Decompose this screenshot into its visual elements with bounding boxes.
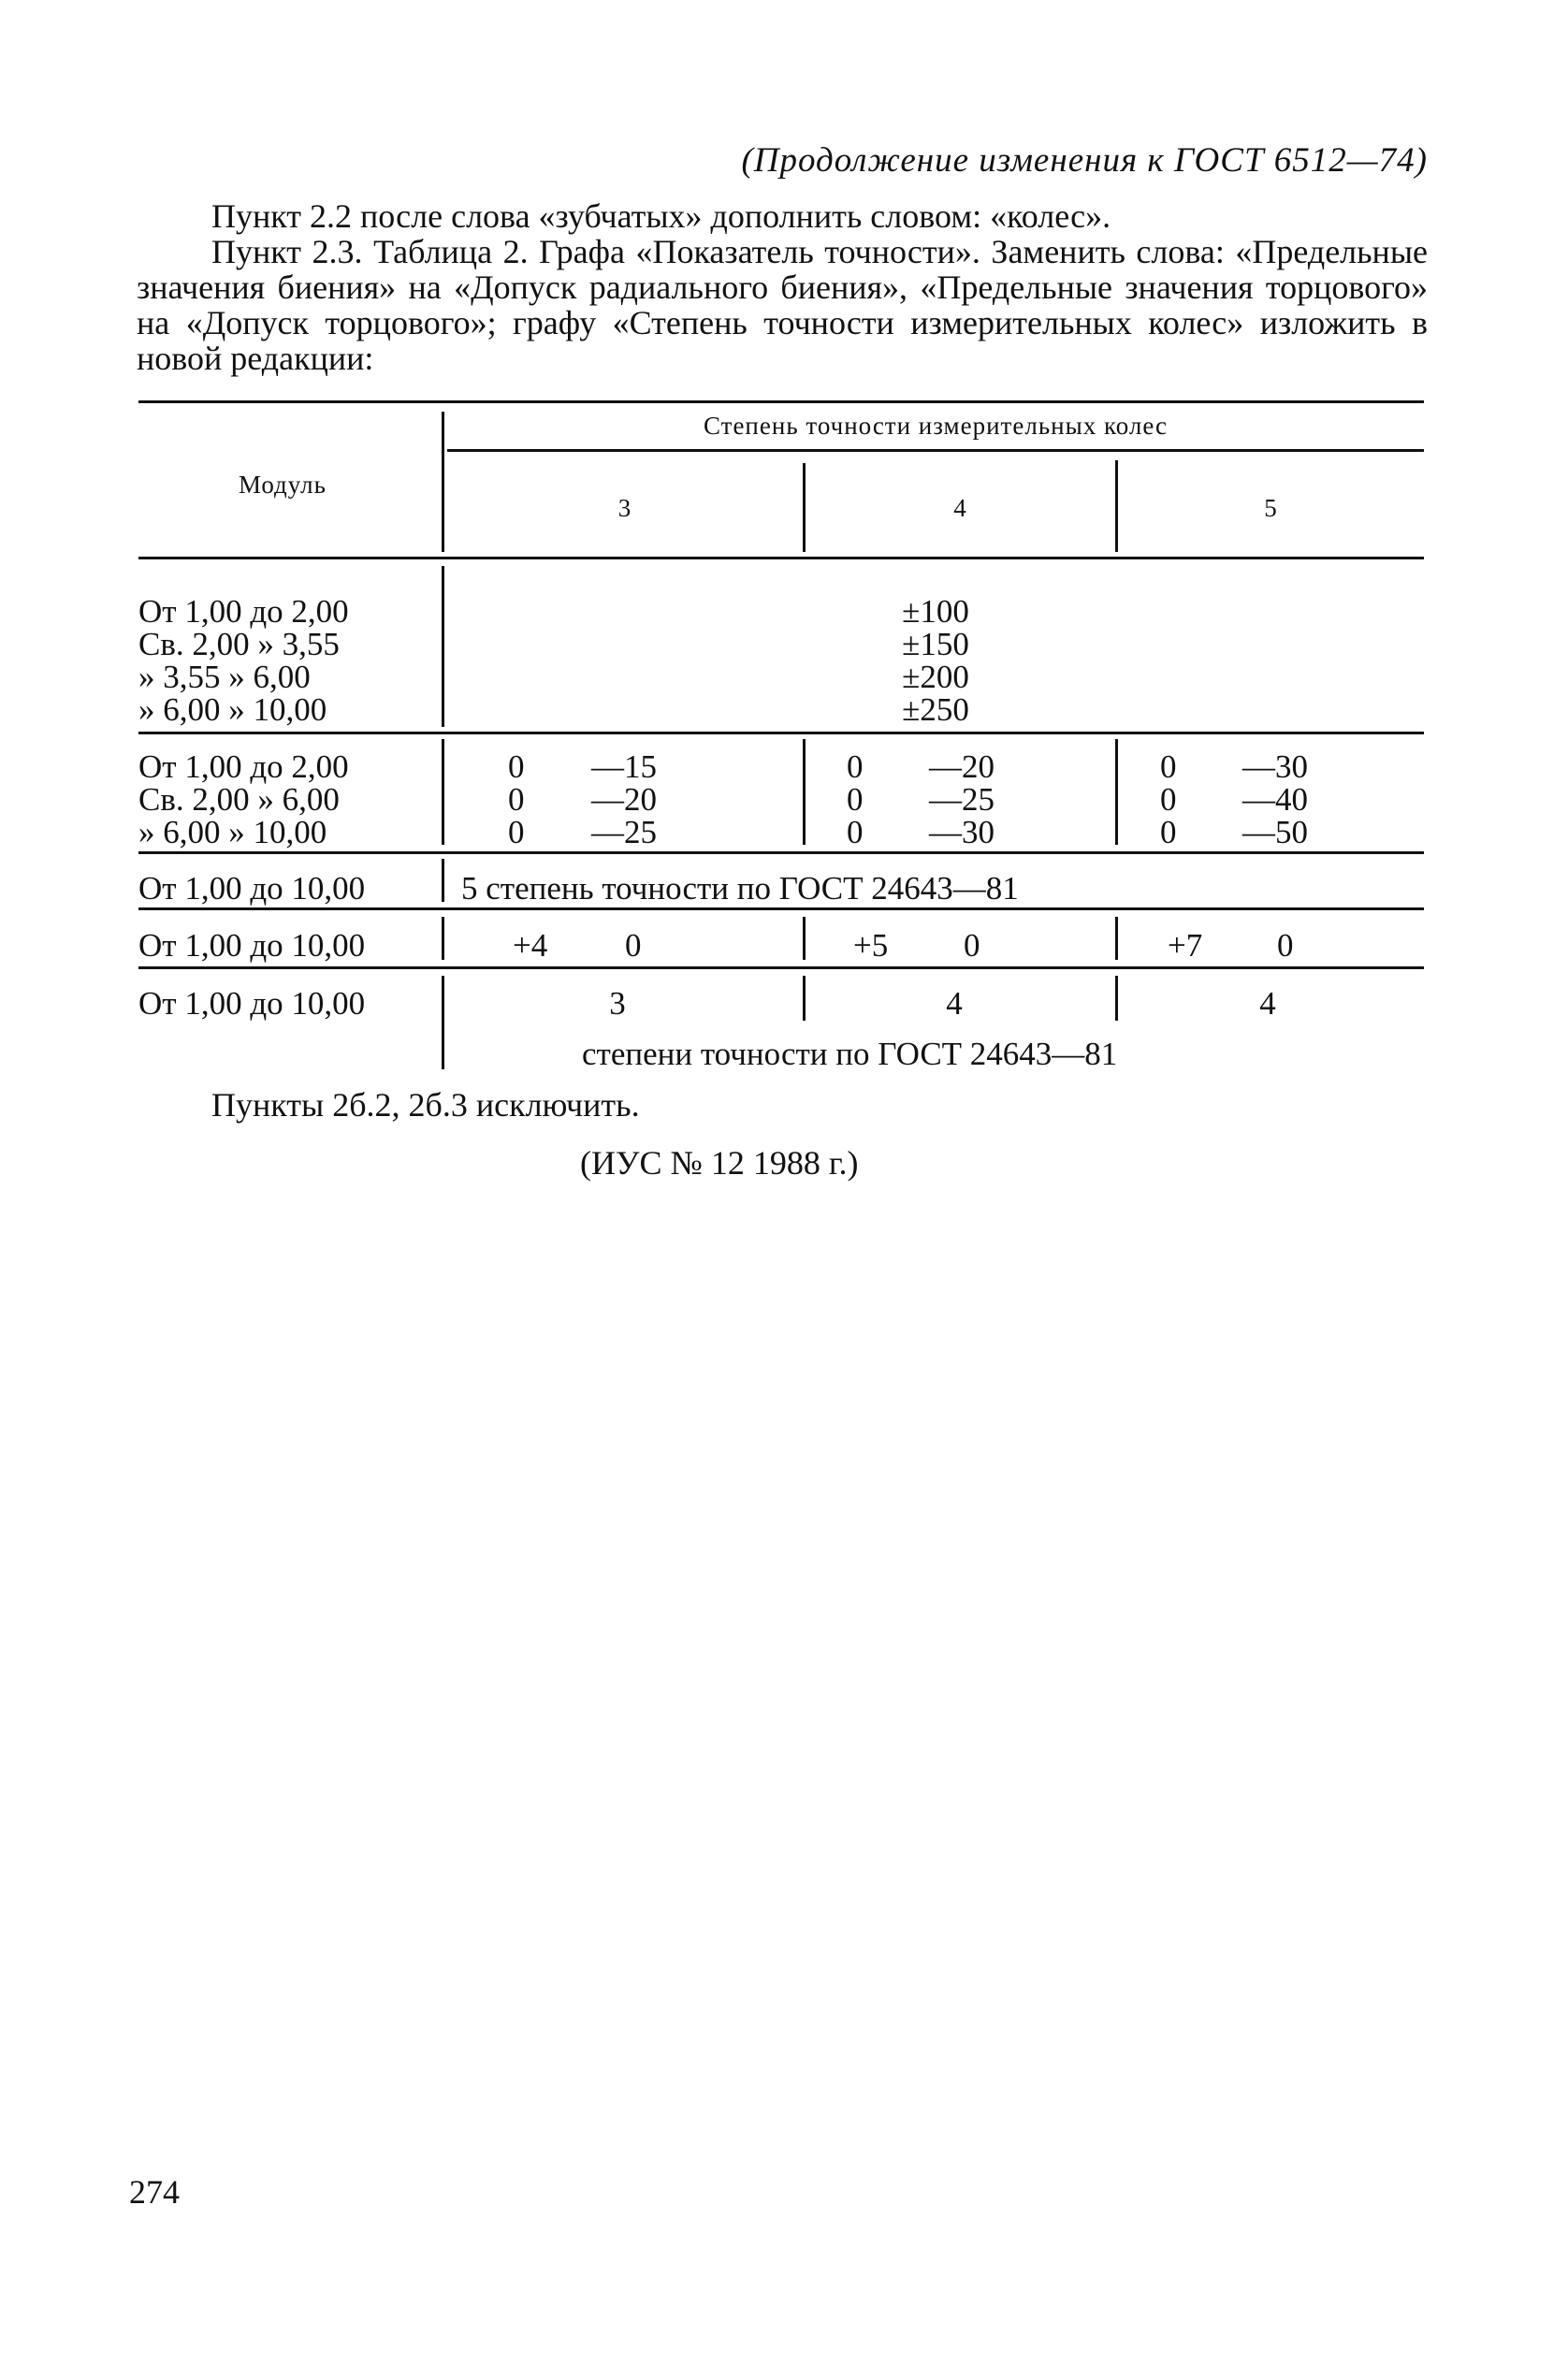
continuation-header: (Продолжение изменения к ГОСТ 6512—74) — [741, 141, 1428, 180]
g1-module-row: » 3,55 » 6,00 — [138, 659, 311, 695]
g1-value: ±100 — [902, 593, 969, 630]
g2-deg5-upper: 0 — [1160, 781, 1177, 818]
g4-module: От 1,00 до 10,00 — [138, 927, 366, 964]
degree-group-header: Степень точности измерительных колес — [704, 412, 1168, 440]
g2-deg4-upper: 0 — [847, 748, 864, 785]
header-group-rule — [447, 449, 1424, 452]
module-col-rule-g2 — [442, 739, 444, 845]
g1-module-row: Св. 2,00 » 3,55 — [138, 626, 340, 662]
deg4-col-rule-g4 — [1115, 917, 1118, 960]
g1-value: ±150 — [902, 626, 969, 662]
module-col-rule-header — [442, 412, 444, 552]
g5-note: степени точности по ГОСТ 24643—81 — [582, 1036, 1118, 1072]
closing-text: Пункты 2б.2, 2б.3 исключить. — [211, 1086, 640, 1124]
deg3-col-rule-g5 — [803, 976, 806, 1021]
page-number: 274 — [129, 2173, 180, 2211]
g4-deg4-upper: +5 — [853, 927, 889, 964]
module-col-rule-g4 — [442, 917, 444, 960]
g2-deg5-upper: 0 — [1160, 814, 1177, 850]
source-reference: (ИУС № 12 1988 г.) — [580, 1144, 859, 1182]
g2-deg5-lower: —30 — [1242, 748, 1308, 785]
paragraph-2-3-text: Пункт 2.3. Таблица 2. Графа «Показатель точности». Заменить слова: «Предельные значения биения» на «Допуск радиального биения», «Предельные значения торцового» на «Допуск торцового»; графу «Степень точности измерительных колес» изложить в новой редакции: — [137, 233, 1428, 377]
g2-deg5-lower: —40 — [1242, 781, 1308, 818]
deg4-col-rule-g2 — [1115, 739, 1118, 845]
g2-deg5-upper: 0 — [1160, 748, 1177, 785]
degree-5-header: 5 — [1264, 494, 1278, 522]
g1-module-row: От 1,00 до 2,00 — [138, 593, 349, 630]
module-column-header: Модуль — [239, 471, 327, 499]
paragraph-2-2 — [137, 198, 1428, 234]
deg3-col-rule-g4 — [803, 917, 806, 960]
g5-deg4-value: 4 — [946, 985, 963, 1022]
g2-deg3-upper: 0 — [508, 814, 525, 850]
g1-module-row: » 6,00 » 10,00 — [138, 691, 327, 728]
g2-module-row: Св. 2,00 » 6,00 — [138, 781, 340, 818]
group2-bottom-rule — [138, 851, 1424, 854]
g2-deg4-upper: 0 — [847, 781, 864, 818]
paragraph-2-3 — [137, 234, 1428, 376]
group1-bottom-rule — [138, 732, 1424, 734]
g5-deg3-value: 3 — [609, 985, 626, 1022]
g4-deg5-lower: 0 — [1277, 927, 1294, 964]
g1-value: ±250 — [902, 691, 969, 728]
g4-deg5-upper: +7 — [1168, 927, 1203, 964]
deg3-col-rule-g2 — [803, 739, 806, 845]
paragraph-2-2-text: Пункт 2.2 после слова «зубчатых» дополнить словом: «колес». — [211, 197, 1111, 235]
module-col-rule-g3 — [442, 859, 444, 902]
degree-4-header: 4 — [953, 494, 967, 522]
g3-value: 5 степень точности по ГОСТ 24643—81 — [461, 870, 1019, 907]
closing-paragraph — [137, 1087, 1428, 1123]
g4-deg4-lower: 0 — [964, 927, 980, 964]
g2-deg4-lower: —25 — [929, 781, 995, 818]
table-top-rule — [138, 400, 1424, 403]
g2-deg4-upper: 0 — [847, 814, 864, 850]
g2-deg3-lower: —20 — [591, 781, 657, 818]
module-col-rule-g1 — [442, 566, 444, 727]
g2-deg3-upper: 0 — [508, 781, 525, 818]
g3-module: От 1,00 до 10,00 — [138, 870, 366, 907]
g2-deg3-lower: —25 — [591, 814, 657, 850]
degree-3-header: 3 — [617, 494, 632, 522]
group4-bottom-rule — [138, 966, 1424, 969]
g4-deg3-upper: +4 — [513, 927, 548, 964]
g2-deg3-lower: —15 — [591, 748, 657, 785]
g4-deg3-lower: 0 — [625, 927, 642, 964]
deg4-col-rule-g5 — [1115, 976, 1118, 1021]
g2-deg4-lower: —20 — [929, 748, 995, 785]
g2-deg5-lower: —50 — [1242, 814, 1308, 850]
g2-deg4-lower: —30 — [929, 814, 995, 850]
g2-module-row: » 6,00 » 10,00 — [138, 814, 327, 850]
group3-bottom-rule — [138, 907, 1424, 910]
g1-value: ±200 — [902, 659, 969, 695]
g2-deg3-upper: 0 — [508, 748, 525, 785]
g2-module-row: От 1,00 до 2,00 — [138, 748, 349, 785]
g5-deg5-value: 4 — [1259, 985, 1276, 1022]
module-col-rule-g5 — [442, 976, 444, 1069]
header-bottom-rule — [138, 557, 1424, 559]
g5-module: От 1,00 до 10,00 — [138, 985, 366, 1022]
